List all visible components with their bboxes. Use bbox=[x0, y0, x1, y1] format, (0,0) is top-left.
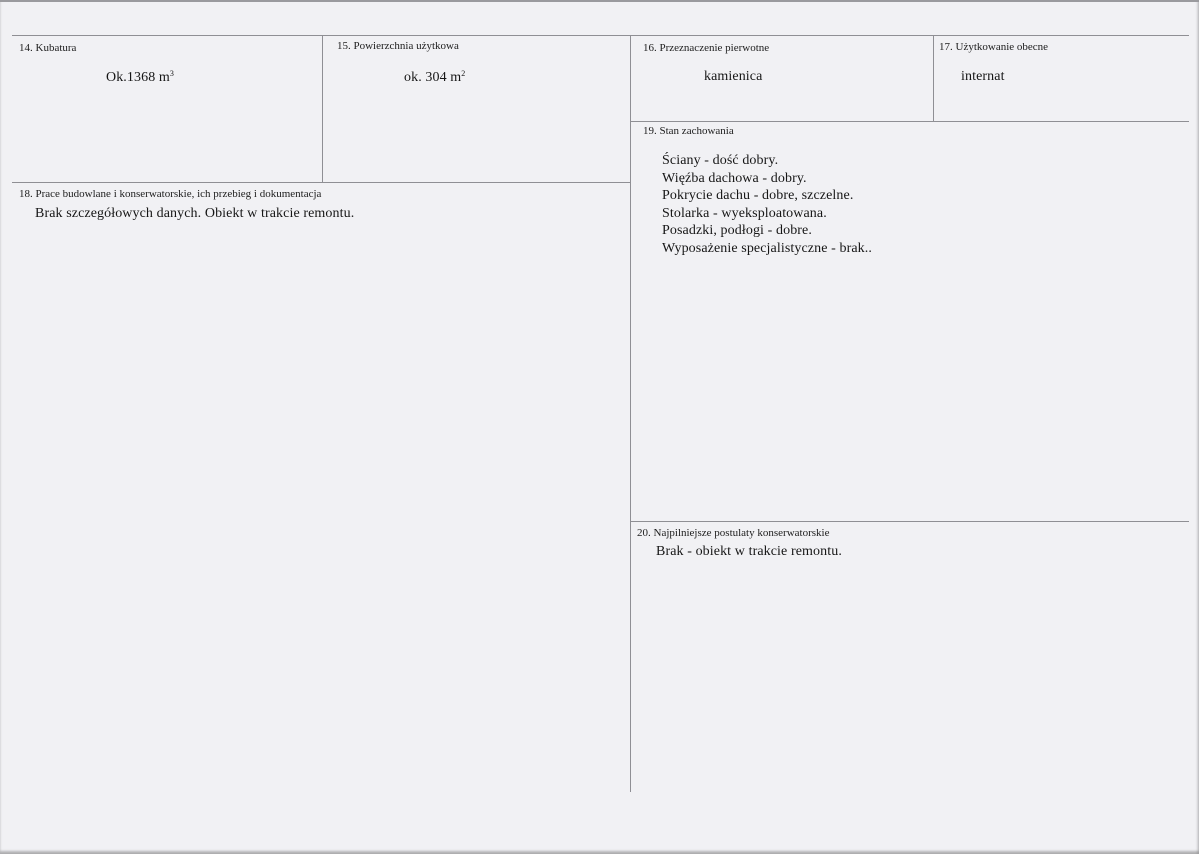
field-15-unit-exponent: 2 bbox=[461, 69, 466, 78]
field-19-line: Więźba dachowa - dobry. bbox=[662, 170, 807, 186]
field-17-value: internat bbox=[961, 69, 1005, 84]
row-19-bottom-line bbox=[630, 521, 1189, 522]
field-19-list bbox=[662, 152, 872, 257]
field-15-value-text: ok. 304 m bbox=[404, 70, 462, 85]
field-14-value bbox=[106, 69, 174, 86]
divider-16-17 bbox=[933, 35, 934, 122]
field-15-label: 15. Powierzchnia użytkowa bbox=[337, 40, 459, 52]
field-19-line: Posadzki, podłogi - dobre. bbox=[662, 223, 812, 238]
field-19-line: Pokrycie dachu - dobre, szczelne. bbox=[662, 188, 854, 203]
field-19-label: 19. Stan zachowania bbox=[643, 125, 734, 137]
field-17-label: 17. Użytkowanie obecne bbox=[939, 41, 1049, 53]
field-15-value bbox=[404, 69, 465, 86]
row-14-15-bottom-line bbox=[12, 182, 631, 183]
field-19-line: Wyposażenie specjalistyczne - brak.. bbox=[662, 240, 872, 256]
field-20-value: Brak - obiekt w trakcie remontu. bbox=[656, 544, 842, 559]
divider-left-right bbox=[630, 35, 631, 792]
row-16-17-bottom-line bbox=[630, 121, 1189, 122]
field-18-value: Brak szczegółowych danych. Obiekt w trakcie remontu. bbox=[35, 206, 355, 221]
field-16-value: kamienica bbox=[704, 69, 763, 84]
field-18-label: 18. Prace budowlane i konserwatorskie, ich przebieg i dokumentacja bbox=[19, 188, 322, 200]
field-19-line: Ściany - dość dobry. bbox=[662, 153, 779, 168]
row-top-line bbox=[12, 35, 1189, 36]
field-16-label: 16. Przeznaczenie pierwotne bbox=[643, 42, 770, 54]
field-19-line: Stolarka - wyeksploatowana. bbox=[662, 205, 827, 221]
divider-14-15 bbox=[322, 35, 323, 182]
field-14-value-text: Ok.1368 m bbox=[106, 70, 170, 85]
field-20-label: 20. Najpilniejsze postulaty konserwatorskie bbox=[637, 527, 830, 539]
field-14-label: 14. Kubatura bbox=[19, 42, 77, 54]
field-14-unit-exponent: 3 bbox=[169, 69, 175, 78]
top-edge-line bbox=[0, 0, 1199, 2]
